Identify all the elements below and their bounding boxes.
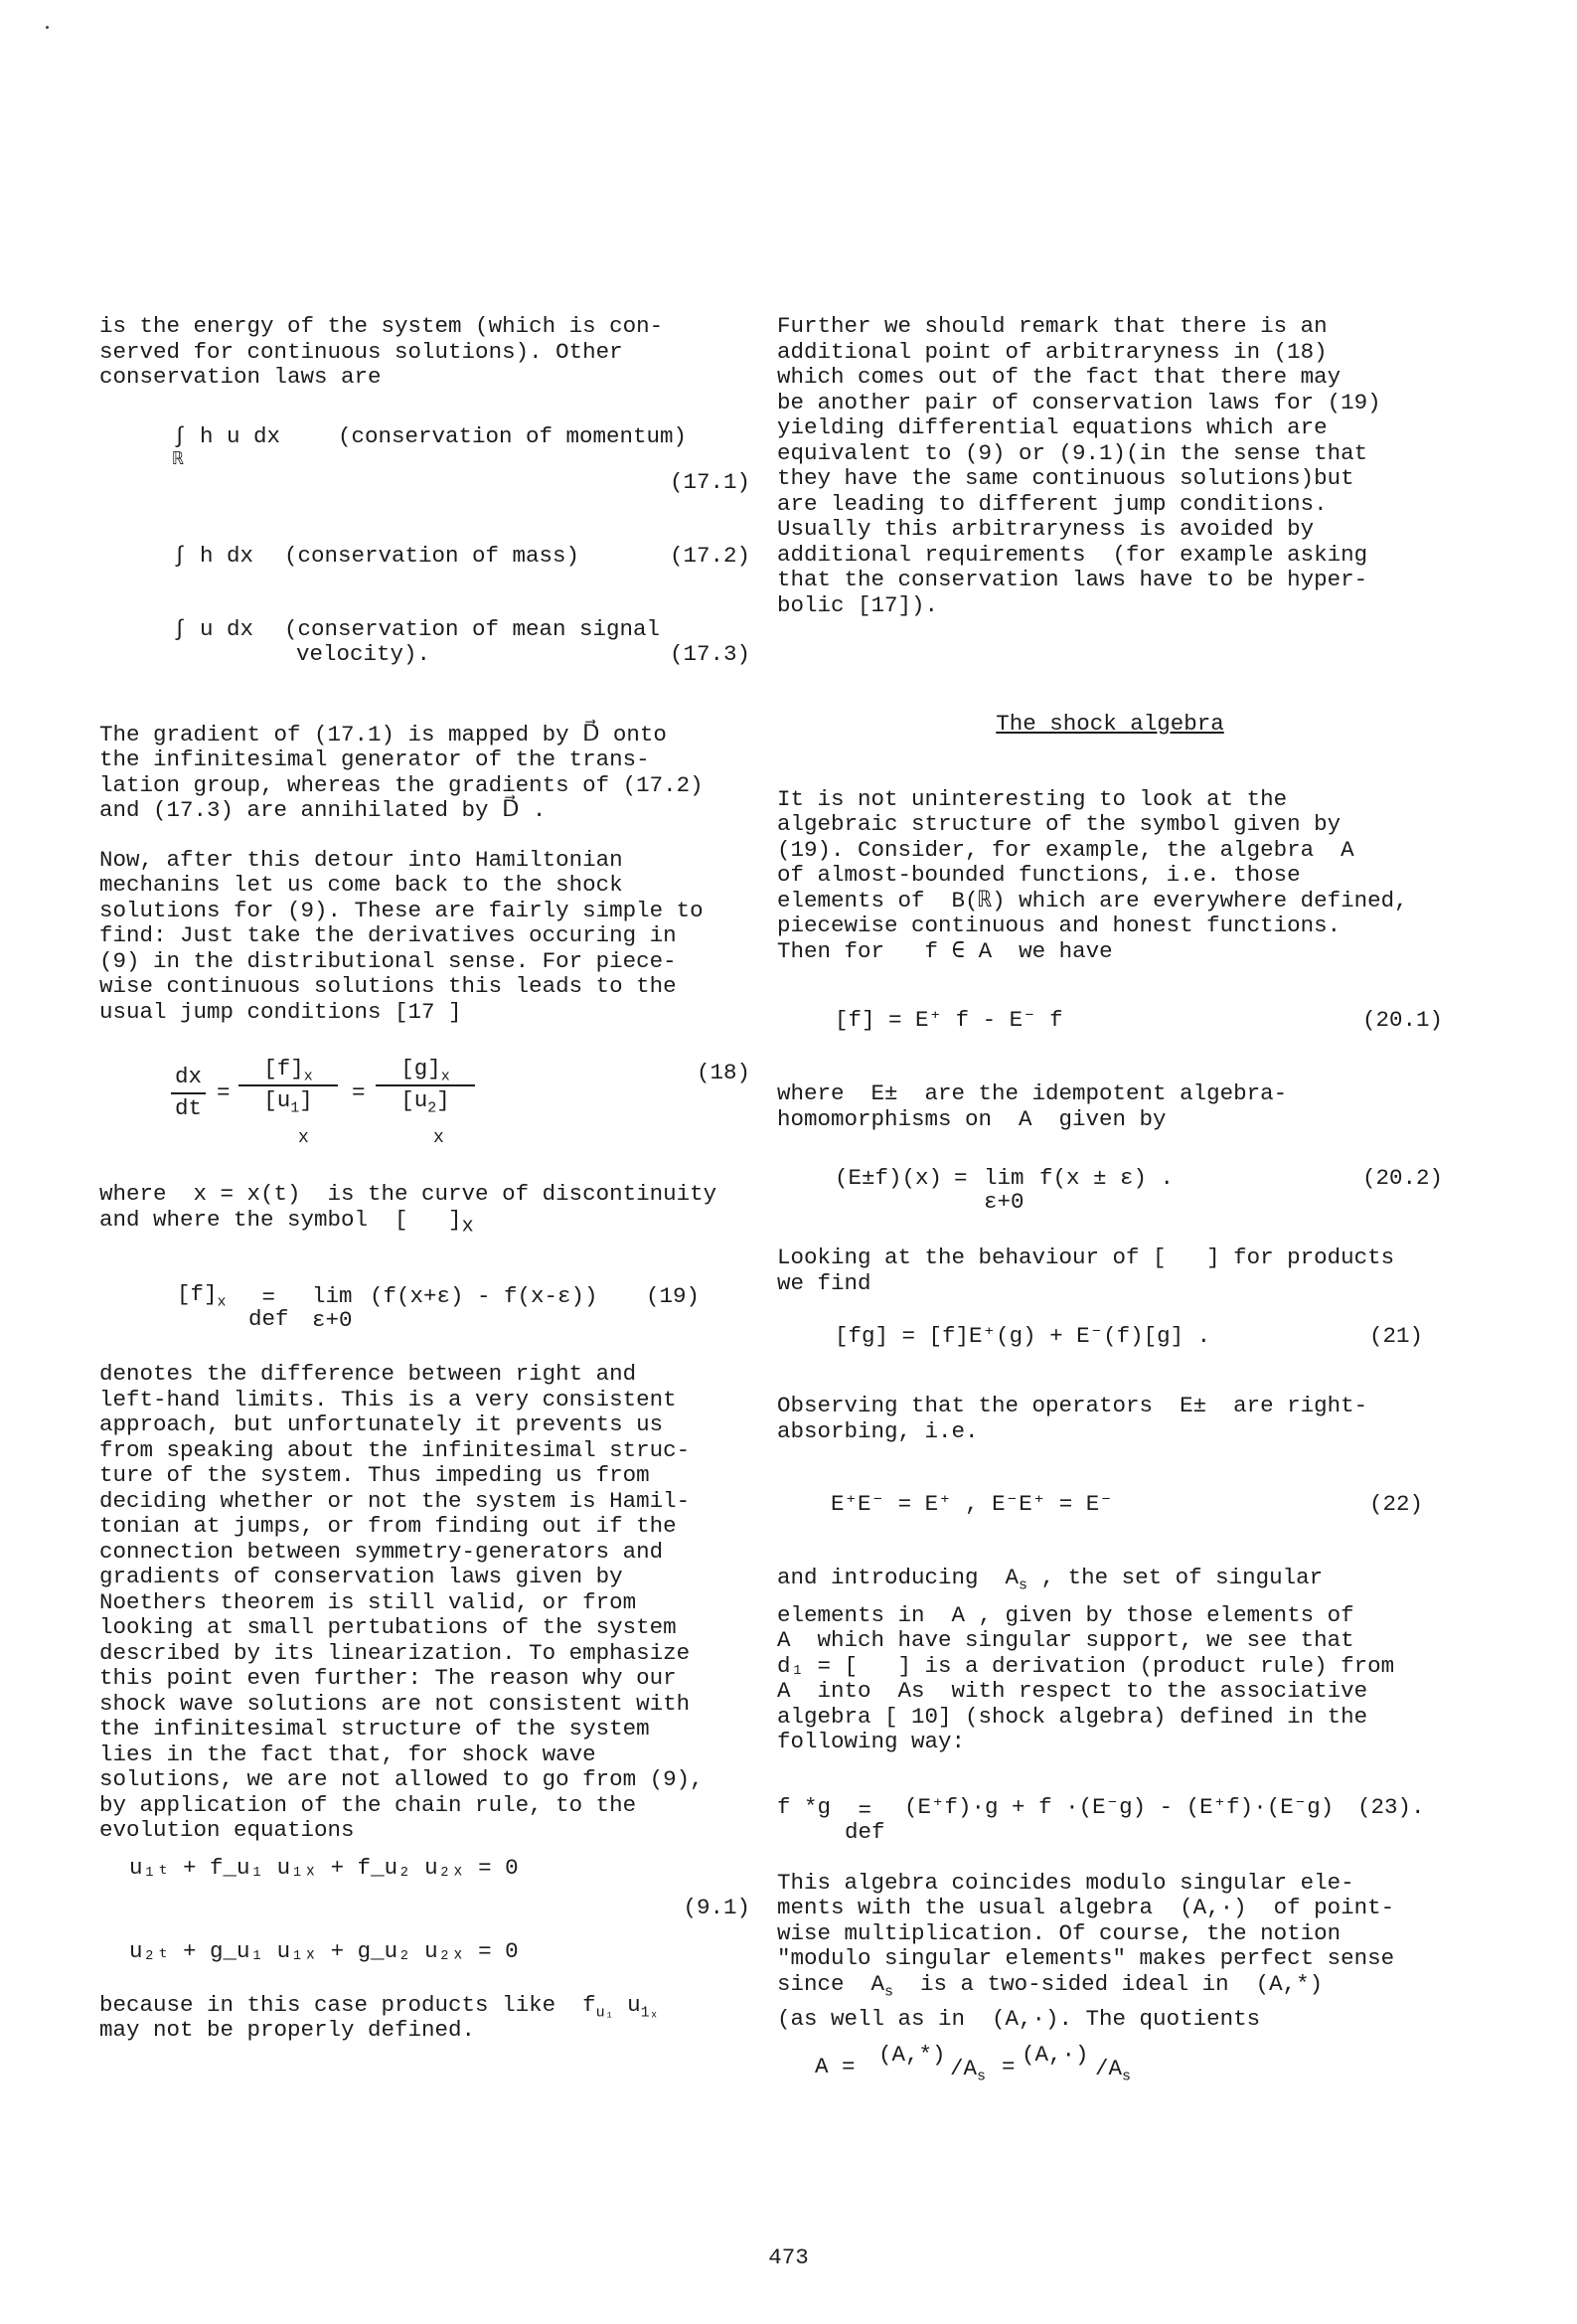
signal-label-2: velocity). bbox=[296, 640, 431, 667]
evolution-equation-1: u₁ₜ + f_u₁ u₁ₓ + f_u₂ u₂ₓ = 0 bbox=[129, 1854, 519, 1881]
paragraph-singular-elements: elements in A , given by those elements of A which have singular support, we see that d₁ = [ ] is a derivation (product rule) from A into As with respect to the associative algebra [ 10] (shock algebra) defined in the following way: bbox=[777, 1601, 1395, 1754]
equation-23: f *g = def (E⁺f)·g + f ·(E⁻g) - (E⁺f)·(E⁻g) (23). bbox=[777, 1793, 1425, 1845]
paragraph-energy: is the energy of the system (which is con- served for continuous solutions). Other conservation laws are bbox=[99, 313, 664, 390]
equation-17-2 bbox=[99, 544, 750, 570]
equation-19: $[f]_x$ = def lim ε+0 (f(x+ε) - f(x-ε)) (19) bbox=[177, 1281, 701, 1333]
equation-9-1 bbox=[99, 1856, 750, 1983]
equation-number-17-3: (17.3) bbox=[669, 640, 750, 667]
equation-20-1: [f] = E⁺ f - E⁻ f (20.1) bbox=[835, 1007, 1443, 1033]
section-heading-shock-algebra: The shock algebra bbox=[996, 711, 1224, 737]
equation-number-20-1: (20.1) bbox=[1361, 1007, 1443, 1033]
integral-u-dx: ∫ u dx bbox=[173, 615, 254, 642]
paragraph-difference: denotes the difference between right and left-hand limits. This is a very consistent approach, but unfortunately it prevents us from speaking about the infinitesimal struc- ture of the system. Thus impeding us from deciding whether or not the system is Hamil- tonian at jumps, or from finding out if the connection between symmetry-generators and gradients of conservation laws given by Noethers theorem is still valid, or from looking at small pertubations of the system described by its linearization. To emphasize this point even further: The reason why our shock wave solutions are not consistent with the infinitesimal structure of the system lies in the fact that, for shock wave solutions, we are not allowed to go from (9), by application of the chain rule, to the evolution equations bbox=[99, 1361, 704, 1843]
integral-domain: ℝ bbox=[173, 449, 184, 470]
equation-number-21: (21) bbox=[1368, 1323, 1423, 1349]
equation-quotient: A = (A,*) $/A_s$ = (A,·) $/A_s$ bbox=[815, 2041, 1132, 2084]
fraction-dx-dt: $\frac{dx}{dt}$ bbox=[171, 1065, 206, 1121]
integral-h-u-dx: ∫ h u dx bbox=[173, 422, 281, 449]
integral-h-dx: ∫ h dx bbox=[173, 542, 254, 569]
paragraph-introducing: and introducing $A_s$ , the set of singular bbox=[777, 1565, 1324, 1594]
equation-20-2: (E±f)(x) = lim ε+0 f(x ± ε) . (20.2) bbox=[835, 1165, 1443, 1215]
paragraph-coincides: This algebra coincides modulo singular ele- ments with the usual algebra (A,·) of point- wise multiplication. Of course, the notion "modulo singular elements" makes perfect sense since $A_s$ is a two-sided ideal in (A,*) bbox=[777, 1869, 1395, 2000]
equation-number-22: (22) bbox=[1368, 1491, 1423, 1517]
fraction-g-u2: $\frac{[g]_x}{[u_2]}$ bbox=[376, 1057, 475, 1113]
equation-number-17-2: (17.2) bbox=[669, 542, 750, 569]
evolution-equation-2: u₂ₜ + g_u₁ u₁ₓ + g_u₂ u₂ₓ = 0 bbox=[129, 1937, 519, 1964]
paragraph-curve: where x = x(t) is the curve of discontinuity and where the symbol [ ]$_x$ bbox=[99, 1181, 717, 1238]
momentum-label: (conservation of momentum) bbox=[338, 422, 688, 449]
equation-number-17-1: (17.1) bbox=[669, 468, 750, 495]
scan-speck bbox=[46, 26, 49, 29]
paragraph-behaviour: Looking at the behaviour of [ ] for products we find bbox=[777, 1245, 1395, 1296]
paragraph-algebraic-structure: It is not uninteresting to look at the algebraic structure of the symbol given by (19). Consider, for example, the algebra A of almost-bounded functions, i.e. those elements of B(ℝ) which are everywhere defined, piecewise continuous and honest functions. Then for f ∈ A we have bbox=[777, 785, 1408, 964]
paragraph-arbitraryness: Further we should remark that there is an additional point of arbitraryness in (18) which comes out of the fact that there may be another pair of conservation laws for (19) yielding differential equations which are equivalent to (9) or (9.1)(in the sense that they have the same continuous solutions)but are leading to different jump conditions. Usually this arbitraryness is avoided by additional requirements (for example asking that the conservation laws have to be hyper- bolic [17]). bbox=[777, 313, 1381, 618]
equation-17-3 bbox=[99, 617, 750, 669]
equation-18: $\frac{dx}{dt}$ = $\frac{[f]_x}{[u_1]}$ = $\frac{[g]_x}{[u_2]}$ x x (18) bbox=[99, 1057, 750, 1148]
fraction-f-u1: $\frac{[f]_x}{[u_1]}$ bbox=[238, 1057, 338, 1113]
paragraph-undefined: may not be properly defined. bbox=[99, 2017, 476, 2043]
equation-number-20-2: (20.2) bbox=[1361, 1165, 1443, 1191]
paragraph-shock-solutions: Now, after this detour into Hamiltonian mechanins let us come back to the shock solutions for (9). These are fairly simple to find: Just take the derivatives occuring in (9) in the distributional sense. For piece- wise continuous solutions this leads to the usual jump conditions [17 ] bbox=[99, 846, 704, 1025]
right-column bbox=[777, 314, 1443, 2098]
paragraph-quotients: (as well as in (A,·). The quotients bbox=[777, 2006, 1261, 2032]
mass-label: (conservation of mass) bbox=[284, 542, 580, 569]
equation-22: E⁺E⁻ = E⁺ , E⁻E⁺ = E⁻ (22) bbox=[831, 1491, 1423, 1517]
page-number: 473 bbox=[768, 2244, 809, 2270]
equation-number-23: (23). bbox=[1357, 1793, 1425, 1820]
left-column bbox=[99, 314, 750, 2044]
paragraph-absorbing: Observing that the operators E± are right- absorbing, i.e. bbox=[777, 1393, 1368, 1444]
equation-number-18: (18) bbox=[696, 1060, 750, 1085]
signal-label: (conservation of mean signal bbox=[284, 615, 661, 642]
equation-number-19: (19) bbox=[646, 1283, 701, 1309]
paragraph-gradient: The gradient of (17.1) is mapped by D⃗ onto the infinitesimal generator of the trans- lation group, whereas the gradients of (17.2) and (17.3) are annihilated by D⃗ . bbox=[99, 721, 704, 823]
equation-number-9-1: (9.1) bbox=[683, 1894, 750, 1920]
equation-17-1 bbox=[99, 424, 750, 494]
equation-21: [fg] = [f]E⁺(g) + E⁻(f)[g] . (21) bbox=[835, 1323, 1423, 1349]
paragraph-idempotent: where E± are the idempotent algebra- homomorphisms on A given by bbox=[777, 1080, 1288, 1132]
paragraph-products: because in this case products like $f_{u_1}$ $u_{1_x}$ bbox=[99, 1991, 659, 2021]
